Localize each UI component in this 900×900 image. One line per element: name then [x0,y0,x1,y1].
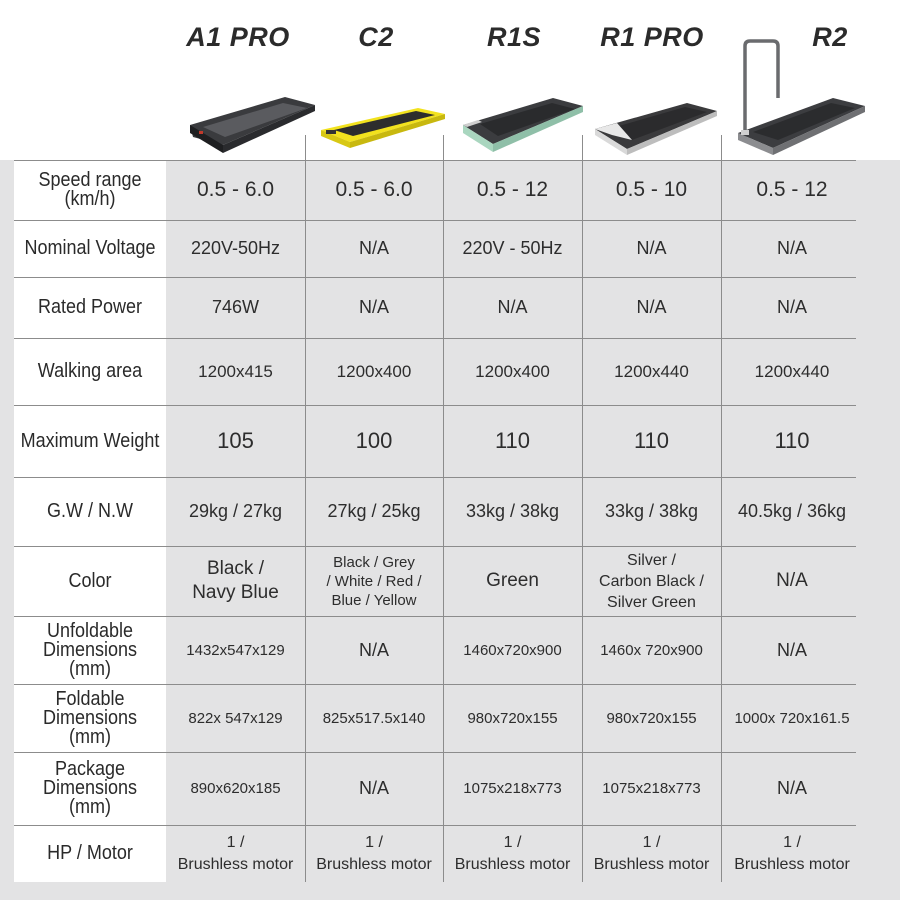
cell-foldable-r2: 1000x 720x161.5 [734,709,850,727]
cell-walking-c2: 1200x400 [336,361,412,381]
cell-speed-r1s: 0.5 - 12 [476,178,549,201]
cell-unfoldable-c2: N/A [358,639,389,660]
row-label-unfoldable-dimensions: Unfoldable Dimensions (mm) [42,619,138,680]
r1s-treadmill-image [458,90,588,155]
cell-foldable-r1-pro: 980x720x155 [606,709,697,727]
cell-motor-c2: 1 / Brushless motor [316,833,432,873]
cell-speed-a1-pro: 0.5 - 6.0 [196,178,275,201]
cell-motor-a1-pro: 1 / Brushless motor [177,833,294,873]
cell-gw-nw-r1s: 33kg / 38kg [465,501,560,521]
cell-voltage-c2: N/A [358,238,389,258]
cell-speed-c2: 0.5 - 6.0 [335,178,413,201]
model-name-a1-pro: A1 PRO [186,22,290,52]
cell-motor-r1-pro: 1 / Brushless motor [593,833,710,873]
cell-package-r2: N/A [776,778,807,798]
cell-weight-a1-pro: 105 [217,428,254,453]
cell-walking-r1-pro: 1200x440 [614,361,689,381]
cell-package-r1s: 1075x218x773 [463,780,562,797]
r1-pro-treadmill-image [592,95,722,155]
cell-unfoldable-r1-pro: 1460x 720x900 [600,641,703,659]
row-label-gross-net-weight: G.W / N.W [46,500,133,522]
row-label-walking-area: Walking area [37,360,143,382]
cell-gw-nw-r2: 40.5kg / 36kg [737,501,847,521]
cell-color-a1-pro: Black / Navy Blue [192,558,279,603]
cell-walking-a1-pro: 1200x415 [198,361,273,381]
row-label-rated-power: Rated Power [37,296,143,318]
cell-package-r1-pro: 1075x218x773 [602,780,701,797]
cell-motor-r2: 1 / Brushless motor [734,833,850,873]
cell-color-r1-pro: Silver / Carbon Black / Silver Green [599,551,704,611]
cell-motor-r1s: 1 / Brushless motor [454,833,571,873]
row-label-maximum-weight: Maximum Weight [20,429,160,452]
cell-color-r1s: Green [486,570,539,591]
row-label-speed-range: Speed range (km/h) [38,169,142,210]
cell-voltage-r1-pro: N/A [636,238,667,258]
model-name-c2: C2 [358,22,394,52]
row-label-nominal-voltage: Nominal Voltage [24,237,156,259]
cell-voltage-a1-pro: 220V-50Hz [190,238,281,258]
cell-weight-r1s: 110 [494,428,531,453]
cell-power-r1-pro: N/A [636,297,667,317]
cell-power-r1s: N/A [497,297,528,317]
cell-foldable-c2: 825x517.5x140 [322,709,426,727]
cell-color-r2: N/A [776,570,808,591]
cell-package-a1-pro: 890x620x185 [190,780,281,797]
cell-gw-nw-r1-pro: 33kg / 38kg [604,501,699,521]
model-name-r1-pro: R1 PRO [600,22,704,52]
c2-treadmill-image [318,100,448,150]
cell-gw-nw-a1-pro: 29kg / 27kg [188,501,283,521]
cell-walking-r2: 1200x440 [754,361,830,381]
row-label-color: Color [68,569,112,592]
cell-walking-r1s: 1200x400 [475,361,550,381]
cell-voltage-r2: N/A [776,238,807,258]
cell-unfoldable-a1-pro: 1432x547x129 [186,641,285,659]
row-label-foldable-dimensions: Foldable Dimensions (mm) [42,687,138,748]
cell-speed-r2: 0.5 - 12 [756,178,828,201]
r2-treadmill-image [733,38,868,158]
cell-gw-nw-c2: 27kg / 25kg [327,501,421,521]
cell-weight-c2: 100 [355,428,393,453]
cell-foldable-r1s: 980x720x155 [467,709,558,727]
cell-weight-r2: 110 [774,428,810,453]
cell-speed-r1-pro: 0.5 - 10 [615,178,688,201]
cell-voltage-r1s: 220V - 50Hz [462,238,563,258]
model-name-r1s: R1S [486,22,542,52]
cell-unfoldable-r1s: 1460x720x900 [463,641,562,659]
cell-foldable-a1-pro: 822x 547x129 [188,709,283,727]
cell-package-c2: N/A [358,778,389,798]
cell-power-c2: N/A [358,297,389,317]
cell-weight-r1-pro: 110 [633,428,670,453]
cell-power-r2: N/A [776,297,807,317]
a1-pro-treadmill-image [185,95,320,155]
cell-power-a1-pro: 746W [211,297,260,317]
row-label-hp-motor: HP / Motor [47,842,133,864]
row-label-package-dimensions: Package Dimensions (mm) [42,758,138,818]
model-name-r2: R2 [812,22,848,52]
cell-unfoldable-r2: N/A [776,639,807,660]
cell-color-c2: Black / Grey / White / Red / Blue / Yellow [326,553,422,609]
